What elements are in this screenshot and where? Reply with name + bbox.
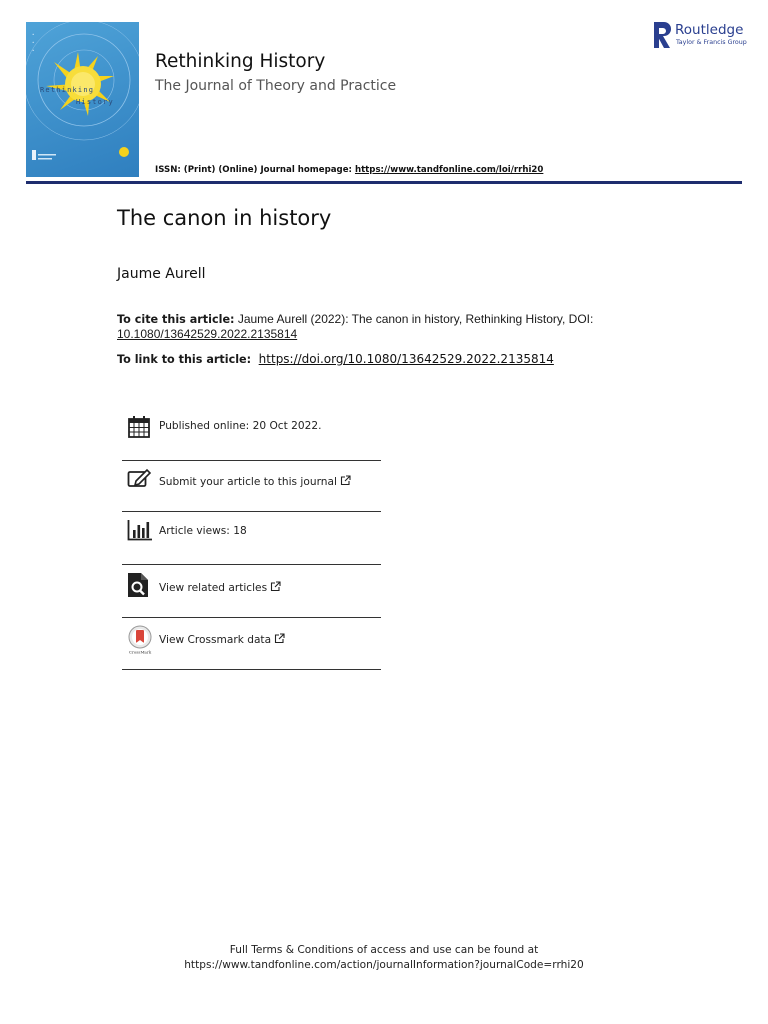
link-block [117,352,554,366]
submit-article-link[interactable] [159,475,351,488]
views-row [122,518,381,546]
row-divider [122,564,381,565]
header-divider [26,181,742,184]
terms-footer [0,943,768,973]
journal-subtitle: The Journal of Theory and Practice [155,78,397,94]
svg-text:•: • [32,40,35,45]
journal-title: Rethinking History [155,51,326,72]
external-link-icon [270,581,281,592]
footer-terms-url[interactable]: https://www.tandfonline.com/action/journalInformation?journalCode=rrhi20 [184,959,584,971]
svg-text:CrossMark: CrossMark [128,649,152,655]
publisher-name: Routledge [675,22,744,38]
publisher-group: Taylor & Francis Group [676,39,747,46]
external-link-icon [340,475,351,486]
crossmark-label: View Crossmark data [159,634,272,646]
published-row [122,414,381,442]
crossmark-row[interactable] [122,625,381,655]
cite-doi[interactable]: 10.1080/13642529.2022.2135814 [117,327,298,341]
link-label: To link to this article: [117,353,252,366]
row-divider [122,511,381,512]
edit-icon [127,468,151,490]
row-divider [122,617,381,618]
issn-line [155,165,543,175]
footer-line-1: Full Terms & Conditions of access and use can be found at [229,944,539,956]
row-divider [122,460,381,461]
cover-word-rethinking: Rethinking [40,86,95,94]
related-label: View related articles [159,582,268,594]
calendar-icon [127,415,151,439]
cite-text: Jaume Aurell (2022): The canon in history, Rethinking History, DOI: [234,312,594,326]
citation-block [117,312,637,342]
routledge-r-icon [652,20,672,50]
bar-chart-icon [127,519,153,541]
cite-label: To cite this article: [117,313,235,326]
crossmark-icon [126,625,154,655]
row-divider [122,669,381,670]
article-title: The canon in history [117,206,332,230]
article-doi-link[interactable]: https://doi.org/10.1080/13642529.2022.2135814 [258,352,554,366]
issn-text: ISSN: (Print) (Online) Journal homepage: [155,165,355,175]
external-link-icon [274,633,285,644]
submit-row[interactable] [122,467,381,495]
published-date: Published online: 20 Oct 2022. [159,420,322,432]
article-views: Article views: 18 [159,525,247,537]
related-articles-link[interactable] [159,581,281,594]
search-document-icon [127,572,149,598]
journal-cover [26,22,139,177]
svg-text:•: • [32,48,35,53]
svg-text:•: • [32,32,35,37]
cover-word-history: History [76,98,114,106]
submit-label: Submit your article to this journal [159,476,337,488]
crossmark-link[interactable] [159,633,285,646]
article-author: Jaume Aurell [117,266,206,282]
related-row[interactable] [122,572,381,600]
journal-homepage-link[interactable]: https://www.tandfonline.com/loi/rrhi20 [354,165,544,175]
